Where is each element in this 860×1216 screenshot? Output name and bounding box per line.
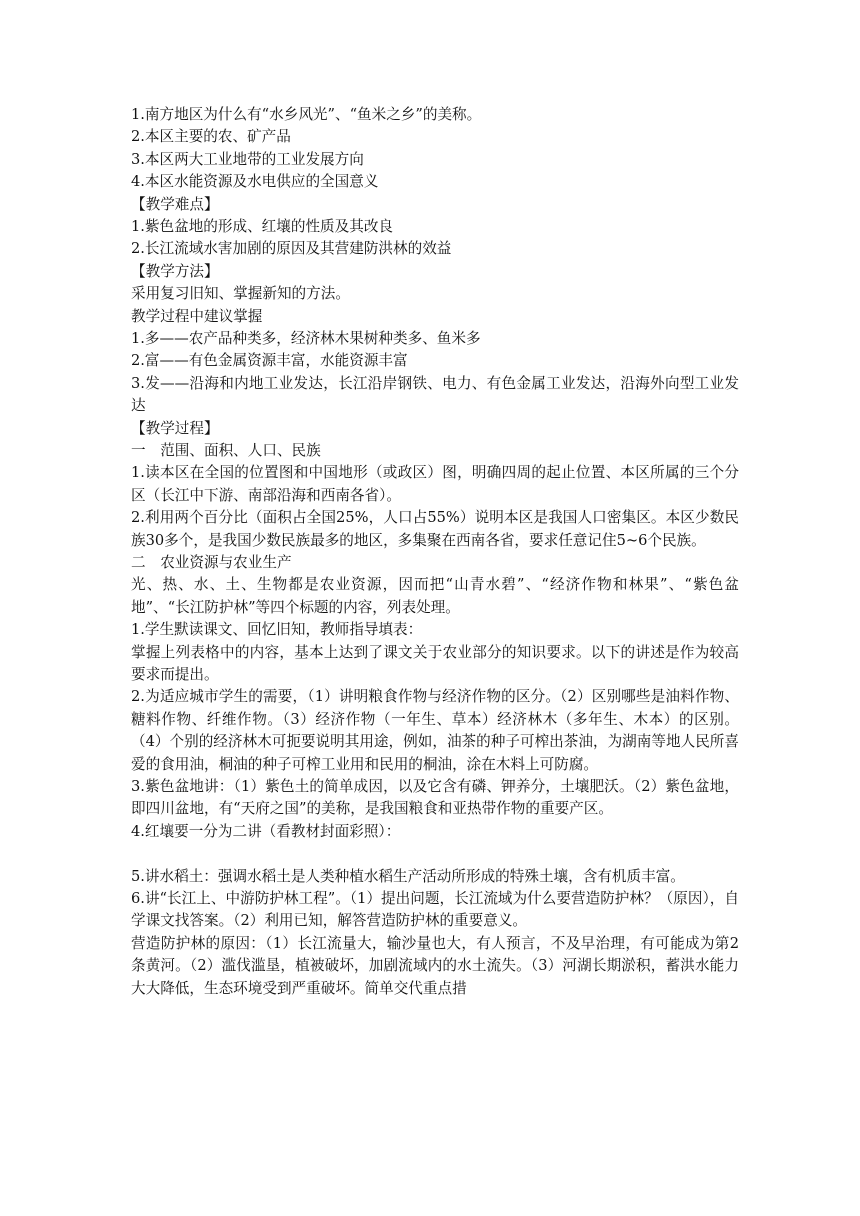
section-heading-process: 【教学过程】 (131, 419, 219, 437)
agriculture-item-6: 6.讲“长江上、中游防护林工程”。（1）提出问题，长江流域为什么要营造防护林？（原因），自学课文找答案。（2）利用已知，解答营造防护林的重要意义。 (131, 889, 739, 930)
method-text: 采用复习旧知、掌握新知的方法。 (131, 285, 350, 303)
process-paragraph-1: 1.读本区在全国的位置图和中国地形（或政区）图，明确四周的起止位置、本区所属的三个分区（长江中下游、南部沿海和西南各省）。 (131, 464, 739, 504)
focus-item-3: 3.本区两大工业地带的工业发展方向 (131, 150, 364, 168)
focus-item-1: 1.南方地区为什么有“水乡风光”、“鱼米之乡”的美称。 (131, 106, 482, 123)
focus-item-4: 4.本区水能资源及水电供应的全国意义 (131, 173, 379, 191)
document-body (131, 104, 739, 1000)
suggestion-intro: 教学过程中建议掌握 (131, 307, 263, 325)
difficulty-item-2: 2.长江流域水害加剧的原因及其营建防洪林的效益 (131, 240, 452, 258)
process-paragraph-2: 2.利用两个百分比（面积占全国25%，人口占55%）说明本区是我国人口密集区。本区少数民族30多个，是我国少数民族最多的地区，多集聚在西南各省，要求任意记住5~6个民族。 (131, 509, 739, 549)
agriculture-paragraph-intro: 光、热、水、土、生物都是农业资源，因而把“山青水碧”、“经济作物和林果”、“紫色盆地”、“长江防护林”等四个标题的内容，列表处理。 (131, 576, 739, 616)
suggestion-item-1: 1.多——农产品种类多，经济林木果树种类多、鱼米多 (131, 329, 481, 347)
agriculture-item-5: 5.讲水稻土：强调水稻土是人类种植水稻生产活动所形成的特殊土壤，含有机质丰富。 (131, 867, 685, 885)
blank-line (131, 843, 739, 865)
subsection-heading-2: 二 农业资源与农业生产 (131, 553, 292, 571)
section-heading-methods: 【教学方法】 (131, 262, 219, 280)
suggestion-item-2: 2.富——有色金属资源丰富，水能资源丰富 (131, 352, 408, 370)
agriculture-item-3: 3.紫色盆地讲：（1）紫色土的简单成因，以及它含有磷、钾养分，土壤肥沃。（2）紫色盆地，即四川盆地，有“天府之国”的美称，是我国粮食和亚热带作物的重要产区。 (131, 777, 739, 818)
difficulty-item-1: 1.紫色盆地的形成、红壤的性质及其改良 (131, 217, 394, 235)
subsection-heading-1: 一 范围、面积、人口、民族 (131, 441, 321, 459)
agriculture-item-4: 4.红壤要一分为二讲（看教材封面彩照）： (131, 822, 401, 840)
shelter-forest-reasons: 营造防护林的原因：（1）长江流量大，输沙量也大，有人预言，不及早治理，有可能成为第2条黄河。（2）滥伐滥垦，植被破坏，加剧流域内的水土流失。（3）河湖长期淤积，蓄洪水能力大大降低，生态环境受到严重破坏。简单交代重点措 (131, 934, 739, 997)
focus-item-2: 2.本区主要的农、矿产品 (131, 128, 291, 146)
section-heading-difficulties: 【教学难点】 (131, 195, 219, 213)
agriculture-item-2: 2.为适应城市学生的需要，（1）讲明粮食作物与经济作物的区分。（2）区别哪些是油料作物、糖料作物、纤维作物。（3）经济作物（一年生、草本）经济林木（多年生、木本）的区别。（4）个别的经济林木可扼要说明其用途，例如，油茶的种子可榨出茶油，为湖南等地人民所喜爱的食用油，桐油的种子可榨工业用和民用的桐油，涂在木料上可防腐。 (131, 688, 739, 773)
suggestion-item-3: 3.发——沿海和内地工业发达，长江沿岸钢铁、电力、有色金属工业发达，沿海外向型工业发达 (131, 374, 739, 415)
agriculture-paragraph-table-note: 掌握上列表格中的内容，基本上达到了课文关于农业部分的知识要求。以下的讲述是作为较高要求而提出。 (131, 643, 739, 683)
agriculture-item-1: 1.学生默读课文、回忆旧知，教师指导填表： (131, 621, 423, 639)
